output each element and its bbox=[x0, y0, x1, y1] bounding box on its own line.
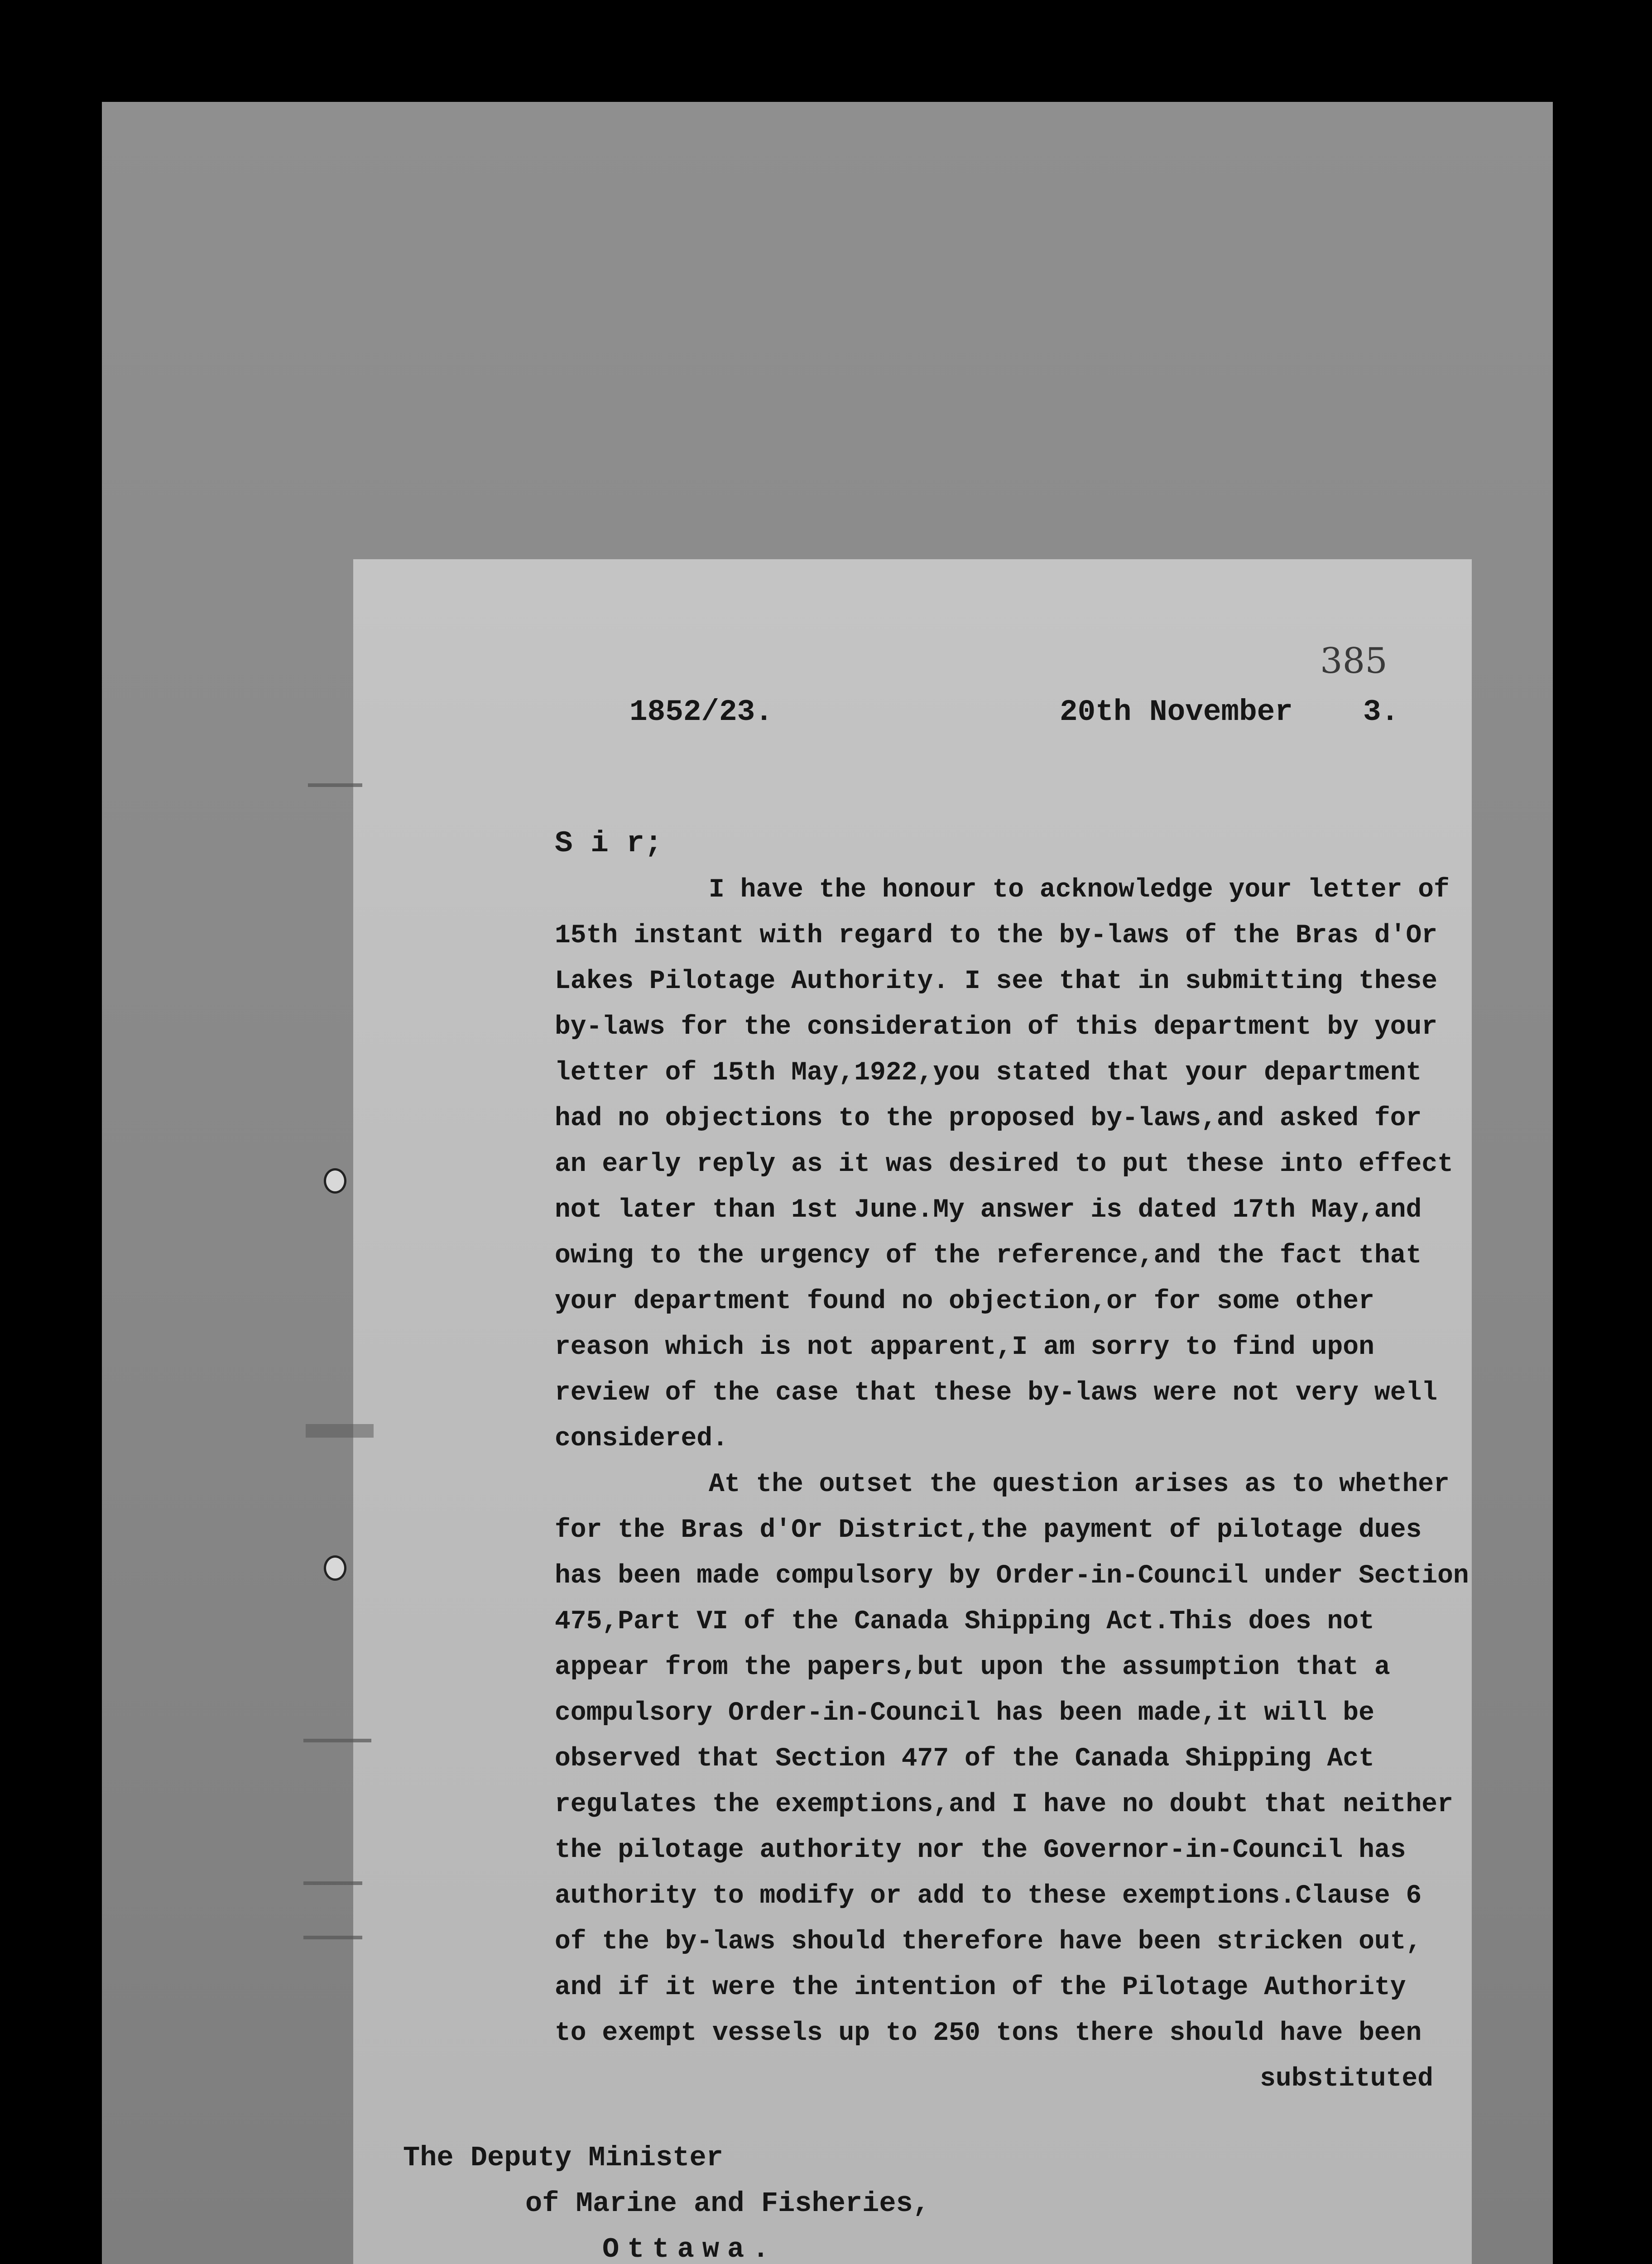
letter-line: and if it were the intention of the Pilotage Authority bbox=[555, 1973, 1406, 2002]
margin-mark bbox=[308, 783, 362, 787]
letter-line: letter of 15th May,1922,you stated that your department bbox=[555, 1058, 1422, 1088]
letter-line: reason which is not apparent,I am sorry to find upon bbox=[555, 1333, 1374, 1362]
file-reference: 1852/23. bbox=[629, 695, 773, 729]
letter-line: by-laws for the consideration of this department by your bbox=[555, 1012, 1438, 1042]
letter-date: 20th November bbox=[1060, 695, 1293, 729]
letter-line: of the by-laws should therefore have been stricken out, bbox=[555, 1927, 1422, 1957]
folio-number: 385 bbox=[1320, 641, 1388, 681]
microfilm-mount bbox=[102, 102, 1553, 2264]
letter-line: for the Bras d'Or District,the payment of pilotage dues bbox=[555, 1516, 1422, 1545]
letter-line: substituted bbox=[1260, 2064, 1433, 2094]
salutation: S i r; bbox=[555, 826, 663, 860]
letter-line: 475,Part VI of the Canada Shipping Act.This does not bbox=[555, 1607, 1374, 1636]
letter-line: not later than 1st June.My answer is dated 17th May,and bbox=[555, 1195, 1422, 1225]
letter-line: had no objections to the proposed by-laws,and asked for bbox=[555, 1104, 1422, 1133]
letter-page bbox=[353, 559, 1472, 2264]
addressee-line: Ottawa. bbox=[602, 2233, 778, 2264]
letter-line: authority to modify or add to these exemptions.Clause 6 bbox=[555, 1881, 1422, 1911]
addressee-line: The Deputy Minister bbox=[403, 2142, 723, 2174]
letter-line: review of the case that these by-laws were not very well bbox=[555, 1378, 1438, 1408]
letter-line: to exempt vessels up to 250 tons there should have been bbox=[555, 2019, 1422, 2048]
letter-body bbox=[555, 867, 1469, 2102]
margin-mark bbox=[306, 1424, 374, 1438]
addressee-line: of Marine and Fisheries, bbox=[525, 2187, 930, 2220]
letter-line: an early reply as it was desired to put these into effect bbox=[555, 1150, 1453, 1179]
margin-mark bbox=[303, 1881, 362, 1885]
addressee-block bbox=[403, 2135, 930, 2264]
letter-line: your department found no objection,or for some other bbox=[555, 1287, 1374, 1316]
margin-mark bbox=[303, 1739, 371, 1742]
punch-hole-icon bbox=[324, 1555, 346, 1581]
letter-line: has been made compulsory by Order-in-Council under Section bbox=[555, 1561, 1469, 1591]
letter-line: the pilotage authority nor the Governor-in-Council has bbox=[555, 1836, 1406, 1865]
letter-line: Lakes Pilotage Authority. I see that in submitting these bbox=[555, 967, 1438, 996]
letter-line: observed that Section 477 of the Canada Shipping Act bbox=[555, 1744, 1374, 1774]
letter-line: 15th instant with regard to the by-laws of the Bras d'Or bbox=[555, 921, 1438, 950]
letter-line: compulsory Order-in-Council has been made,it will be bbox=[555, 1698, 1374, 1728]
letter-line: regulates the exemptions,and I have no doubt that neither bbox=[555, 1790, 1453, 1819]
letter-year: 3. bbox=[1363, 695, 1399, 729]
letter-line: considered. bbox=[555, 1424, 728, 1453]
letter-line: owing to the urgency of the reference,and the fact that bbox=[555, 1241, 1422, 1271]
letter-line: I have the honour to acknowledge your letter of bbox=[709, 875, 1450, 905]
letter-line: appear from the papers,but upon the assumption that a bbox=[555, 1653, 1390, 1682]
letter-line: At the outset the question arises as to whether bbox=[709, 1470, 1450, 1499]
punch-hole-icon bbox=[324, 1168, 346, 1194]
margin-mark bbox=[303, 1936, 362, 1939]
